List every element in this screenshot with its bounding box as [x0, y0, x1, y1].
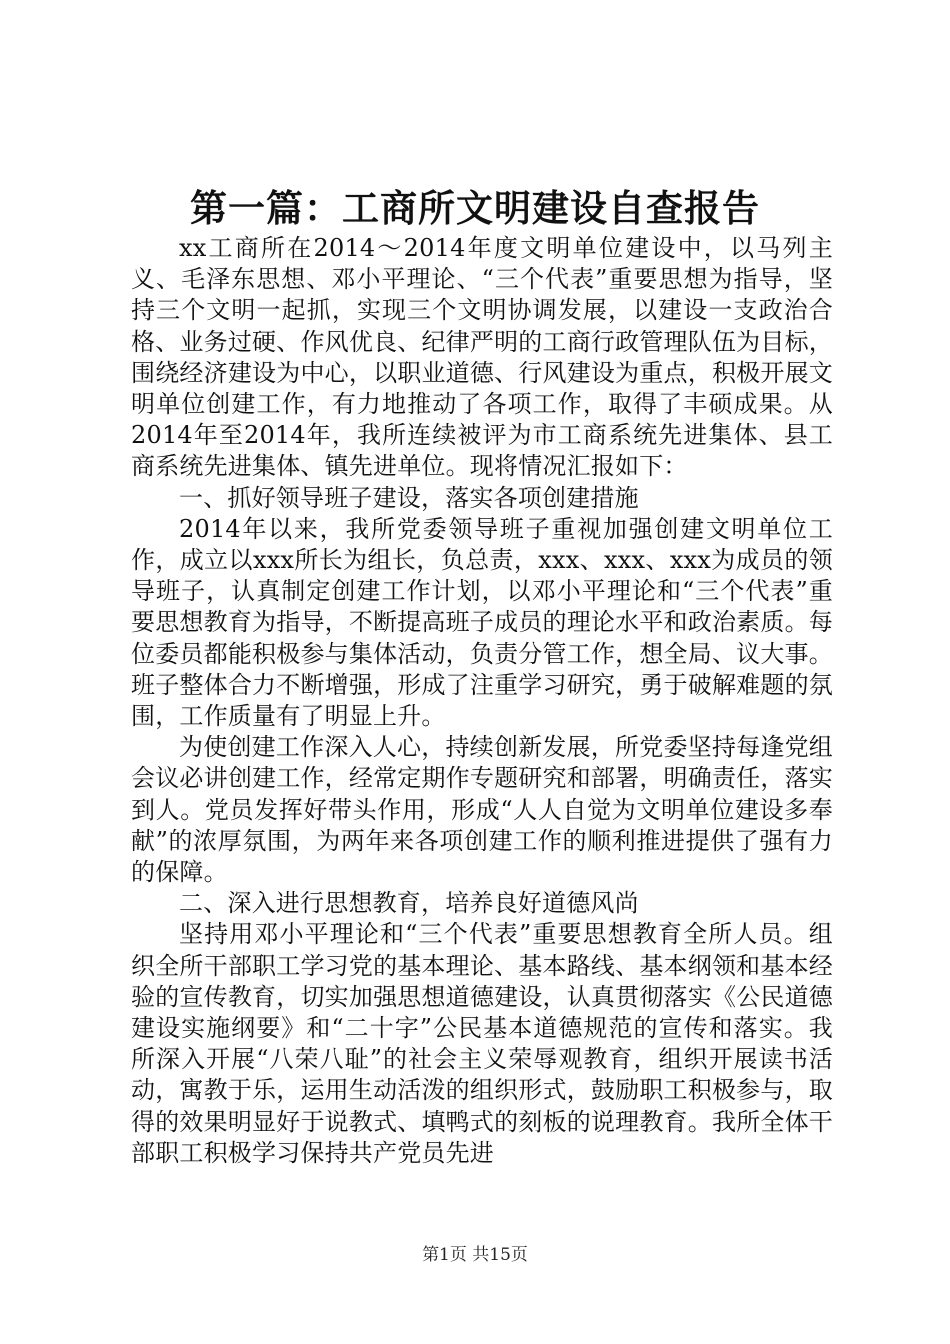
document-title: 第一篇：工商所文明建设自查报告 — [190, 186, 760, 230]
document-body — [131, 233, 833, 1169]
paragraph-implementation: 为使创建工作深入人心，持续创新发展，所党委坚持每逢党组会议必讲创建工作，经常定期作专题研究和部署，明确责任，落实到人。党员发挥好带头作用，形成“人人自觉为文明单位建设多奉献”的浓厚氛围，为两年来各项创建工作的顺利推进提供了强有力的保障。 — [131, 733, 833, 887]
paragraph-intro: xx工商所在2014～2014年度文明单位建设中，以马列主义、毛泽东思想、邓小平理论、“三个代表”重要思想为指导，坚持三个文明一起抓，实现三个文明协调发展，以建设一支政治合格、业务过硬、作风优良、纪律严明的工商行政管理队伍为目标，围绕经济建设为中心，以职业道德、行风建设为重点，积极开展文明单位创建工作，有力地推动了各项工作，取得了丰硕成果。从2014年至2014年，我所连续被评为市工商系统先进集体、县工商系统先进集体、镇先进单位。现将情况汇报如下： — [131, 234, 833, 481]
paragraph-education: 坚持用邓小平理论和“三个代表”重要思想教育全所人员。组织全所干部职工学习党的基本理论、基本路线、基本纲领和基本经验的宣传教育，切实加强思想道德建设，认真贯彻落实《公民道德建设实施纲要》和“二十字”公民基本道德规范的宣传和落实。我所深入开展“八荣八耻”的社会主义荣辱观教育，组织开展读书活动，寓教于乐，运用生动活泼的组织形式，鼓励职工积极参与，取得的效果明显好于说教式、填鸭式的刻板的说理教育。我所全体干部职工积极学习保持共产党员先进 — [131, 920, 833, 1167]
page-footer: 第1页 共15页 — [422, 1245, 528, 1265]
paragraph-leadership: 2014年以来，我所党委领导班子重视加强创建文明单位工作，成立以xxx所长为组长，负总责，xxx、xxx、xxx为成员的领导班子，认真制定创建工作计划，以邓小平理论和“三个代表”重要思想教育为指导，不断提高班子成员的理论水平和政治素质。每位委员都能积极参与集体活动，负责分管工作，想全局、议大事。班子整体合力不断增强，形成了注重学习研究，勇于破解难题的氛围，工作质量有了明显上升。 — [131, 514, 833, 731]
section-heading-2: 二、深入进行思想教育，培养良好道德风尚 — [179, 889, 639, 918]
section-heading-1: 一、抓好领导班子建设，落实各项创建措施 — [179, 483, 639, 512]
